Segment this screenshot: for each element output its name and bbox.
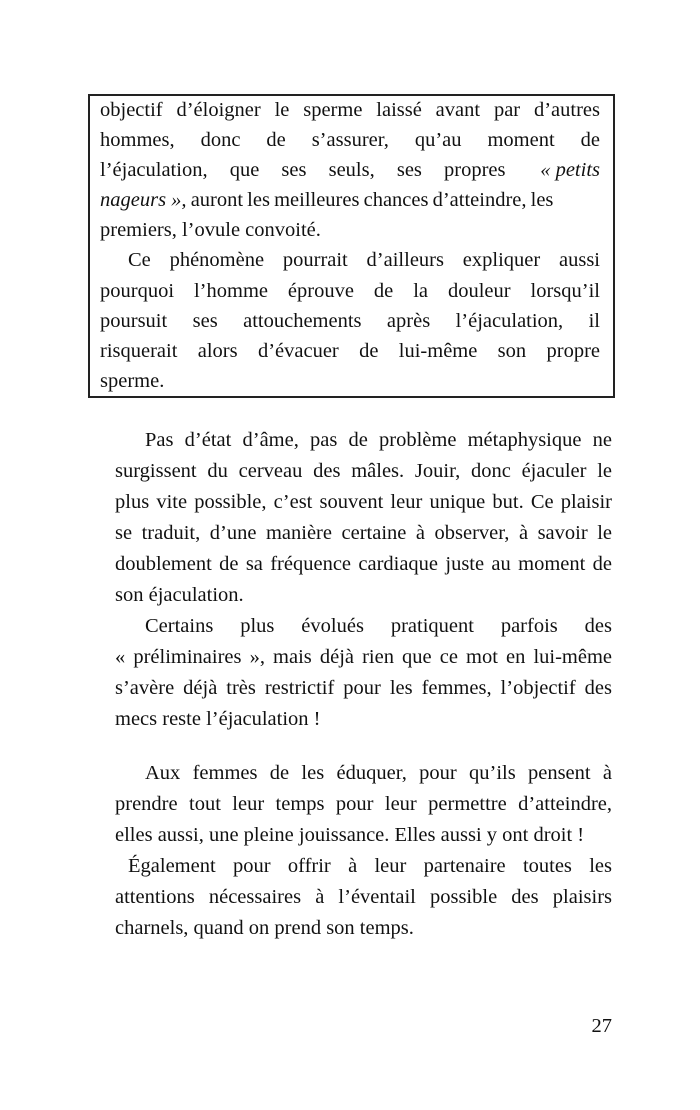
- box-line: risquerait alors d’évacuer de lui-même son propre: [100, 340, 600, 362]
- box-line: [100, 155, 600, 185]
- box-line: Ce phénomène pourrait d’ailleurs expliquer aussi: [128, 249, 600, 271]
- body-line: elles aussi, une pleine jouissance. Elles aussi y ont droit !: [115, 824, 585, 846]
- box-text: l’éjaculation, que ses seuls, ses propres: [100, 159, 506, 181]
- box-line: premiers, l’ovule convoité.: [100, 219, 321, 241]
- body-line: doublement de sa fréquence cardiaque juste au moment de: [115, 553, 612, 575]
- box-line: pourquoi l’homme éprouve de la douleur lorsqu’il: [100, 280, 600, 302]
- body-line: s’avère déjà très restrictif pour les femmes, l’objectif des: [115, 677, 612, 699]
- body-line: Certains plus évolués pratiquent parfois des: [145, 615, 612, 637]
- body-line: prendre tout leur temps pour leur permettre d’atteindre,: [115, 793, 612, 815]
- body-line: attentions nécessaires à l’éventail possible des plaisirs: [115, 886, 612, 908]
- body-line: mecs reste l’éjaculation !: [115, 708, 321, 730]
- body-line: surgissent du cerveau des mâles. Jouir, donc éjaculer le: [115, 460, 612, 482]
- box-italic: nageurs »,: [100, 189, 187, 211]
- box-line: objectif d’éloigner le sperme laissé avant par d’autres: [100, 99, 600, 121]
- body-line: Également pour offrir à leur partenaire toutes les: [128, 855, 612, 877]
- body-line: se traduit, d’une manière certaine à observer, à savoir le: [115, 522, 612, 544]
- body-line: « préliminaires », mais déjà rien que ce mot en lui-même: [115, 646, 612, 668]
- box-line: [100, 185, 600, 215]
- box-line: sperme.: [100, 370, 165, 392]
- box-line: hommes, donc de s’assurer, qu’au moment de: [100, 129, 600, 151]
- body-line: Aux femmes de les éduquer, pour qu’ils pensent à: [145, 762, 612, 784]
- box-line: poursuit ses attouchements après l’éjaculation, il: [100, 310, 600, 332]
- body-line: plus vite possible, c’est souvent leur unique but. Ce plaisir: [115, 491, 612, 513]
- body-line: Pas d’état d’âme, pas de problème métaphysique ne: [145, 429, 612, 451]
- box-text: auront les meilleures chances d’atteindre, les: [186, 189, 554, 211]
- body-line: charnels, quand on prend son temps.: [115, 917, 414, 939]
- box-italic: « petits: [540, 159, 600, 181]
- body-line: son éjaculation.: [115, 584, 244, 606]
- page-number: 27: [591, 1015, 612, 1037]
